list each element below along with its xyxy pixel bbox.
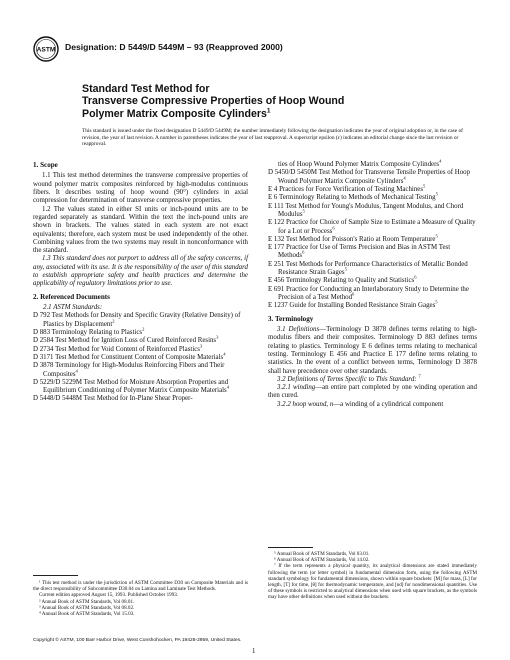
standard-note: This standard is issued under the fixed designation D 5449/D 5449M; the number immediately following the designation indicates the year of original adoption or, in the case of revision, the year of last revision. A number in parentheses indicates the year of last reapproval. A superscript epsilon (ε) indicates an editorial change since the last revision or reapproval. bbox=[82, 128, 463, 148]
footnotes-right bbox=[268, 551, 477, 601]
terminology-paragraph-4 bbox=[268, 401, 477, 409]
reference-footnote-mark: 3 bbox=[216, 334, 219, 340]
reference-item bbox=[33, 362, 248, 379]
reference-footnote-mark: 5 bbox=[435, 191, 438, 197]
reference-footnote-mark: 5 bbox=[344, 266, 347, 272]
reference-text: D 883 Terminology Relating to Plastics bbox=[33, 328, 143, 336]
reference-footnote-mark: 4 bbox=[403, 175, 406, 181]
section-terminology-heading: 3. Terminology bbox=[268, 314, 314, 323]
reference-footnote-mark: 6 bbox=[302, 250, 305, 256]
footnote: ⁴ Annual Book of ASTM Standards, Vol 15.03. bbox=[39, 611, 135, 618]
reference-text: D 3171 Test Method for Constituent Content of Composite Materials bbox=[33, 353, 224, 361]
reference-item bbox=[33, 334, 248, 345]
hoop-wound-label: 3.2.2 hoop wound, n bbox=[277, 400, 334, 408]
reference-item bbox=[268, 233, 477, 244]
reference-footnote-mark: 5 bbox=[435, 233, 438, 239]
logo-text: ASTM bbox=[36, 46, 56, 54]
right-column bbox=[268, 158, 478, 409]
title-line-1: Standard Test Method for bbox=[82, 83, 210, 95]
reference-text: E 456 Terminology Relating to Quality and Statistics bbox=[268, 277, 415, 285]
title-line-3-text: Polymer Matrix Composite Cylinders bbox=[82, 107, 267, 120]
reference-list-left bbox=[33, 312, 248, 403]
reference-text: E 1237 Guide for Installing Bonded Resistance Strain Gages bbox=[268, 302, 436, 310]
reference-item bbox=[268, 219, 477, 236]
footnote-rule-left bbox=[33, 575, 78, 576]
page-number: 1 bbox=[252, 648, 256, 655]
footnote: ⁶ Annual Book of ASTM Standards, Vol 14.02. bbox=[274, 557, 370, 564]
reference-footnote-mark: 4 bbox=[75, 368, 78, 374]
reference-item bbox=[268, 277, 477, 285]
scope-paragraph-1: 1.1 This test method determines the transverse compressive properties of wound polymer matrix composites reinforced by high-modulus continuous fibers. It describes testing of hoop wound (90°) cylinders in axial compression for determination of transverse compressive properties. bbox=[33, 172, 248, 205]
designation: Designation: D 5449/D 5449M – 93 (Reapproved 2000) bbox=[65, 42, 283, 52]
reference-footnote-mark: 3 bbox=[199, 343, 203, 349]
reference-footnote-mark: 6 bbox=[332, 225, 335, 231]
reference-text: E 111 Test Method for Young's Modulus, Tangent Modulus, and Chord Modulus bbox=[268, 202, 464, 218]
reference-footnote-mark: 5 bbox=[302, 208, 305, 214]
reference-footnote-mark: 5 bbox=[435, 300, 438, 306]
reference-text: E 4 Practices for Force Verification of Testing Machines bbox=[268, 185, 424, 193]
reference-item bbox=[33, 395, 248, 403]
terminology-paragraph-3 bbox=[268, 384, 477, 401]
reference-text: E 132 Test Method for Poisson's Ratio at Room Temperature bbox=[268, 235, 436, 243]
reference-item bbox=[33, 343, 248, 354]
reference-text: D 3878 Terminology for High-Modulus Reinforcing Fibers and Their Composites bbox=[33, 362, 225, 378]
reference-item bbox=[33, 312, 248, 329]
terminology-paragraph-2 bbox=[268, 373, 477, 384]
specific-terms-fn: 7 bbox=[418, 373, 421, 379]
footnote: Current edition approved August 15, 1993. Published October 1993. bbox=[39, 592, 179, 599]
terminology-paragraph-1 bbox=[268, 326, 477, 376]
reference-footnote-mark: 5 bbox=[423, 183, 426, 189]
reference-item bbox=[33, 379, 248, 396]
reference-text: E 691 Practice for Conducting an Interlaboratory Study to Determine the Precision of a Test Method bbox=[268, 285, 469, 301]
reference-footnote-mark: 2 bbox=[112, 318, 115, 324]
footnotes-left bbox=[33, 580, 248, 617]
winding-text: —an entire part completed by one winding operation and then cured. bbox=[268, 384, 478, 400]
reference-text: E 177 Practice for Use of Terms Precision and Bias in ASTM Test Methods bbox=[268, 244, 451, 260]
reference-item bbox=[33, 351, 248, 362]
reference-item bbox=[268, 183, 477, 194]
copyright-notice: Copyright © ASTM, 100 Barr Harbor Drive, West Conshohocken, PA 19428-2959, United States. bbox=[33, 638, 242, 643]
reference-text: E 122 Practice for Choice of Sample Size to Estimate a Measure of Quality for a Lot or Process bbox=[268, 219, 476, 235]
astm-standards-subheading: 2.1 ASTM Standards: bbox=[43, 304, 103, 311]
definitions-text: —Terminology D 3878 defines terms relating to high-modulus fibers and their composites. Terminology D 883 defines terms relating to plastics. Terminology E 6 defines terms relating to mechanical testing. Terminology E 456 and Practice E 177 define terms relating to statistics. In the event of a conflict between terms, Terminology D 3878 shall have precedence over other standards. bbox=[268, 325, 477, 375]
footnote: ³ Annual Book of ASTM Standards, Vol 08.02. bbox=[39, 604, 135, 611]
document-title bbox=[82, 83, 442, 120]
left-column bbox=[33, 161, 248, 404]
reference-text: D 792 Test Methods for Density and Specific Gravity (Relative Density) of Plastics by Displacement bbox=[33, 312, 241, 328]
definitions-label: 3.1 Definitions bbox=[277, 325, 320, 333]
reference-footnote-mark: 6 bbox=[414, 275, 417, 281]
footnote: ⁷ If the term represents a physical quantity, its analytical dimensions are stated immediately following the term (or letter symbol) in fundamental dimension form, using the following ASTM standard symbology for fundamental dimensions, shown within square brackets: [M] for mass, [L] for length, [T] for time, [θ] for thermodynamic temperature, and [nd] for nondimensional quantities. Use of these symbols is restricted to analytical dimensions when used with square brackets, as the symbols may have other definitions when used without the brackets. bbox=[268, 563, 477, 601]
reference-text: D 5450/D 5450M Test Method for Transverse Tensile Properties of Hoop Wound Polymer Matrix Composite Cylinders bbox=[268, 169, 471, 185]
reference-text: D 5448/D 5448M Test Method for In-Plane Shear Proper- bbox=[33, 395, 193, 403]
footnote: ⁵ Annual Book of ASTM Standards, Vol 03.01. bbox=[274, 551, 370, 557]
title-line-2: Transverse Compressive Properties of Hoop Wound bbox=[82, 95, 345, 108]
reference-item bbox=[268, 203, 477, 220]
specific-terms-label: 3.2 Definitions of Terms Specific to This Standard: bbox=[277, 375, 417, 383]
reference-text: D 2584 Test Method for Ignition Loss of Cured Reinforced Resins bbox=[33, 337, 217, 345]
footnote: ² Annual Book of ASTM Standards, Vol 08.01. bbox=[39, 598, 135, 605]
reference-item bbox=[268, 169, 477, 186]
reference-text: E 6 Terminology Relating to Methods of Mechanical Testing bbox=[268, 194, 436, 202]
reference-item bbox=[268, 302, 477, 310]
reference-item bbox=[268, 244, 477, 261]
scope-paragraph-2: 1.2 The values stated in either SI units or inch-pound units are to be regarded separately as standard. Within the text the inch-pound units are shown in brackets. The values stated in each system are not exact equivalents; therefore, each system must be used independently of the other. Combining values from the two systems may result in nonconformance with the standard. bbox=[33, 205, 248, 255]
reference-footnote-mark: 4 bbox=[223, 351, 226, 357]
reference-text: D 5229/D 5229M Test Method for Moisture Absorption Properties and Equilibrium Conditioning of Polymer Matrix Composite Materials bbox=[33, 378, 229, 395]
footnote: ¹ This test method is under the jurisdiction of ASTM Committee D30 on Composite Materials and is the direct responsibility of Subcommittee D30.04 on Lamina and Laminate Test Methods. bbox=[33, 580, 248, 593]
reference-footnote-mark: 6 bbox=[352, 291, 355, 297]
astm-logo bbox=[33, 36, 59, 62]
section-scope-heading: 1. Scope bbox=[33, 161, 58, 169]
reference-footnote-mark: 2 bbox=[142, 326, 145, 332]
reference-footnote-mark: 4 bbox=[226, 384, 230, 390]
scope-paragraph-3: 1.3 This standard does not purport to address all of the safety concerns, if any, associated with its use. It is the responsibility of the user of this standard to establish appropriate safety and health practices and determine the applicability of regulatory limitations prior to use. bbox=[33, 255, 248, 288]
reference-text: E 251 Test Methods for Performance Characteristics of Metallic Bonded Resistance Strain Gages bbox=[268, 260, 468, 277]
reference-item bbox=[268, 191, 477, 202]
reference-list-right bbox=[268, 169, 477, 310]
reference-item-continued: ties of Hoop Wound Polymer Matrix Composite Cylinders$^4$ bbox=[278, 158, 442, 168]
section-referenced-heading: 2. Referenced Documents bbox=[33, 292, 110, 301]
title-footnote-mark: 1 bbox=[266, 107, 271, 115]
footnote-rule-right bbox=[268, 547, 313, 548]
winding-label: 3.2.1 winding bbox=[277, 384, 316, 392]
reference-text: D 2734 Test Method for Void Content of Reinforced Plastics bbox=[33, 345, 200, 353]
hoop-wound-text: —a winding of a cylindrical component bbox=[333, 400, 444, 408]
title-line-3 bbox=[82, 108, 442, 120]
